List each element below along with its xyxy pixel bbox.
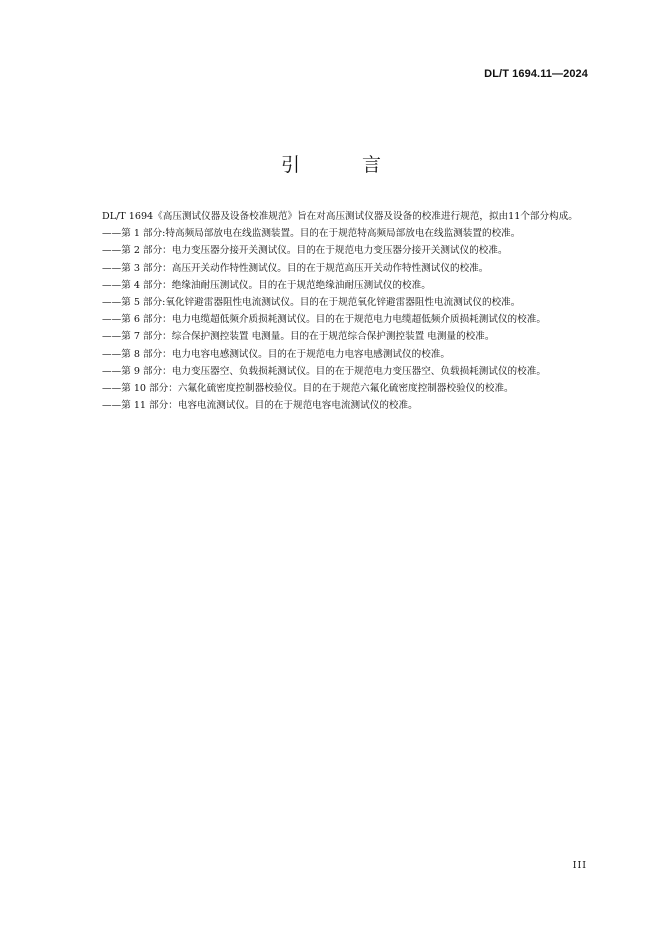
part-item-7: ——第 7 部分：综合保护测控装置 电测量。目的在于规范综合保护测控装置 电测量的校准。 [102,331,495,343]
document-body [80,208,600,414]
part-item-5: ——第 5 部分:氧化锌避雷器阻性电流测试仪。目的在于规范氧化锌避雷器阻性电流测试仪的校准。 [102,297,521,309]
part-item-11: ——第 11 部分：电容电流测试仪。目的在于规范电容电流测试仪的校准。 [102,400,418,412]
part-item-2: ——第 2 部分：电力变压器分接开关测试仪。目的在于规范电力变压器分接开关测试仪的校准。 [102,245,508,257]
part-item-9: ——第 9 部分：电力变压器空、负载损耗测试仪。目的在于规范电力变压器空、负载损耗测试仪的校准。 [102,365,546,377]
intro-paragraph: DL/T 1694《高压测试仪器及设备校准规范》旨在对高压测试仪器及设备的校准进行规范，拟由11个部分构成。 [102,211,578,222]
part-item-8: ——第 8 部分：电力电容电感测试仪。目的在于规范电力电容电感测试仪的校准。 [102,348,450,360]
document-code: DL/T 1694.11—2024 [484,68,588,80]
part-item-4: ——第 4 部分：绝缘油耐压测试仪。目的在于规范绝缘油耐压测试仪的校准。 [102,279,431,291]
part-item-1: ——第 1 部分:特高频局部放电在线监测装置。目的在于规范特高频局部放电在线监测装置的校准。 [102,228,521,240]
page-number: III [572,860,587,871]
part-item-10: ——第 10 部分：六氟化硫密度控制器校验仪。目的在于规范六氟化硫密度控制器校验仪的校准。 [102,383,514,395]
part-item-3: ——第 3 部分：高压开关动作特性测试仪。目的在于规范高压开关动作特性测试仪的校准。 [102,262,489,274]
part-item-6: ——第 6 部分：电力电缆超低频介质损耗测试仪。目的在于规范电力电缆超低频介质损耗测试仪的校准。 [102,314,546,326]
page-title: 引 言 [280,154,410,176]
